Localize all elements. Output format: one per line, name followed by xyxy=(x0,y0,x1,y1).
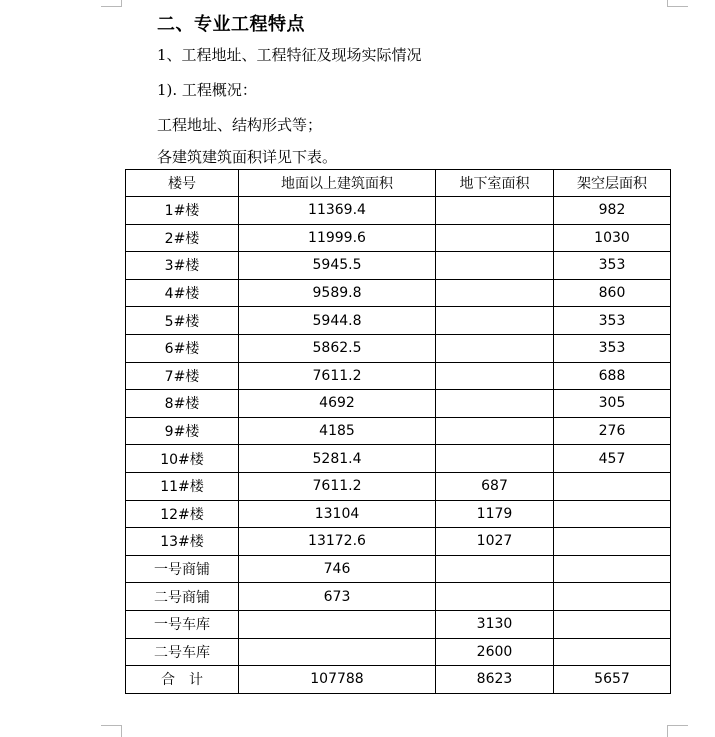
basement-area-cell xyxy=(436,555,554,583)
above-ground-area-cell: 4185 xyxy=(239,417,436,445)
above-ground-area-cell: 5945.5 xyxy=(239,252,436,280)
table-row xyxy=(126,252,671,280)
basement-area-cell xyxy=(436,362,554,390)
header-building-no: 楼号 xyxy=(126,170,239,197)
basement-area-cell xyxy=(436,334,554,362)
subsection-title: 1、工程地址、工程特征及现场实际情况 xyxy=(157,46,422,64)
table-row xyxy=(126,528,671,556)
stilt-floor-area-cell: 688 xyxy=(554,362,671,390)
table-row xyxy=(126,307,671,335)
basement-area-cell xyxy=(436,583,554,611)
building-name-cell: 10#楼 xyxy=(126,445,239,473)
table-header-row xyxy=(126,170,671,197)
building-name-cell: 3#楼 xyxy=(126,252,239,280)
table-row xyxy=(126,445,671,473)
building-area-table xyxy=(125,169,671,694)
stilt-floor-area-cell xyxy=(554,500,671,528)
basement-area-cell: 1027 xyxy=(436,528,554,556)
total-label: 合计 xyxy=(161,672,217,689)
stilt-floor-area-cell: 1030 xyxy=(554,224,671,252)
item-title: 1). 工程概况： xyxy=(157,81,257,99)
stilt-floor-area-cell xyxy=(554,583,671,611)
section-heading: 二、专业工程特点 xyxy=(157,14,305,35)
stilt-floor-area-cell xyxy=(554,528,671,556)
building-name-cell: 6#楼 xyxy=(126,334,239,362)
building-name-cell: 7#楼 xyxy=(126,362,239,390)
stilt-floor-area-cell: 982 xyxy=(554,197,671,225)
above-ground-area-cell: 9589.8 xyxy=(239,279,436,307)
basement-area-cell: 2600 xyxy=(436,638,554,666)
above-ground-area-cell: 13172.6 xyxy=(239,528,436,556)
table-row xyxy=(126,638,671,666)
above-ground-area-cell: 4692 xyxy=(239,390,436,418)
basement-area-cell xyxy=(436,224,554,252)
page-corner-mark xyxy=(667,0,688,7)
table-row xyxy=(126,500,671,528)
basement-area-cell: 3130 xyxy=(436,610,554,638)
above-ground-area-cell: 13104 xyxy=(239,500,436,528)
basement-area-cell: 687 xyxy=(436,472,554,500)
page-corner-mark xyxy=(667,725,688,737)
body-text: 各建筑建筑面积详见下表。 xyxy=(157,148,338,166)
basement-area-cell: 1179 xyxy=(436,500,554,528)
header-basement-area: 地下室面积 xyxy=(436,170,554,197)
building-name-cell: 2#楼 xyxy=(126,224,239,252)
stilt-floor-area-cell xyxy=(554,638,671,666)
building-name-cell: 二号车库 xyxy=(126,638,239,666)
total-stilt-floor: 5657 xyxy=(554,666,671,694)
stilt-floor-area-cell: 353 xyxy=(554,252,671,280)
above-ground-area-cell xyxy=(239,610,436,638)
basement-area-cell xyxy=(436,252,554,280)
building-name-cell: 二号商铺 xyxy=(126,583,239,611)
above-ground-area-cell: 5862.5 xyxy=(239,334,436,362)
above-ground-area-cell: 7611.2 xyxy=(239,472,436,500)
table-row xyxy=(126,555,671,583)
body-text: 工程地址、结构形式等； xyxy=(157,116,323,134)
stilt-floor-area-cell: 276 xyxy=(554,417,671,445)
building-name-cell: 一号商铺 xyxy=(126,555,239,583)
building-name-cell: 13#楼 xyxy=(126,528,239,556)
table-row xyxy=(126,224,671,252)
building-name-cell: 8#楼 xyxy=(126,390,239,418)
stilt-floor-area-cell xyxy=(554,472,671,500)
table-row xyxy=(126,197,671,225)
page-corner-mark xyxy=(101,725,122,737)
building-name-cell: 一号车库 xyxy=(126,610,239,638)
above-ground-area-cell: 673 xyxy=(239,583,436,611)
total-above-ground: 107788 xyxy=(239,666,436,694)
above-ground-area-cell xyxy=(239,638,436,666)
stilt-floor-area-cell: 353 xyxy=(554,307,671,335)
basement-area-cell xyxy=(436,279,554,307)
table-row xyxy=(126,583,671,611)
basement-area-cell xyxy=(436,197,554,225)
table-row xyxy=(126,390,671,418)
table-row xyxy=(126,610,671,638)
basement-area-cell xyxy=(436,445,554,473)
building-name-cell: 12#楼 xyxy=(126,500,239,528)
stilt-floor-area-cell xyxy=(554,610,671,638)
total-label-cell xyxy=(126,666,239,694)
above-ground-area-cell: 11369.4 xyxy=(239,197,436,225)
building-name-cell: 4#楼 xyxy=(126,279,239,307)
above-ground-area-cell: 5281.4 xyxy=(239,445,436,473)
table-row xyxy=(126,417,671,445)
page-corner-mark xyxy=(101,0,122,7)
stilt-floor-area-cell: 353 xyxy=(554,334,671,362)
above-ground-area-cell: 7611.2 xyxy=(239,362,436,390)
stilt-floor-area-cell xyxy=(554,555,671,583)
stilt-floor-area-cell: 305 xyxy=(554,390,671,418)
basement-area-cell xyxy=(436,390,554,418)
table-row xyxy=(126,362,671,390)
table-row xyxy=(126,472,671,500)
building-name-cell: 5#楼 xyxy=(126,307,239,335)
building-name-cell: 11#楼 xyxy=(126,472,239,500)
above-ground-area-cell: 5944.8 xyxy=(239,307,436,335)
above-ground-area-cell: 746 xyxy=(239,555,436,583)
basement-area-cell xyxy=(436,307,554,335)
building-name-cell: 1#楼 xyxy=(126,197,239,225)
header-stilt-floor-area: 架空层面积 xyxy=(554,170,671,197)
table-total-row xyxy=(126,666,671,694)
building-name-cell: 9#楼 xyxy=(126,417,239,445)
above-ground-area-cell: 11999.6 xyxy=(239,224,436,252)
header-above-ground-area: 地面以上建筑面积 xyxy=(239,170,436,197)
stilt-floor-area-cell: 457 xyxy=(554,445,671,473)
stilt-floor-area-cell: 860 xyxy=(554,279,671,307)
table-row xyxy=(126,279,671,307)
table-row xyxy=(126,334,671,362)
total-basement: 8623 xyxy=(436,666,554,694)
basement-area-cell xyxy=(436,417,554,445)
